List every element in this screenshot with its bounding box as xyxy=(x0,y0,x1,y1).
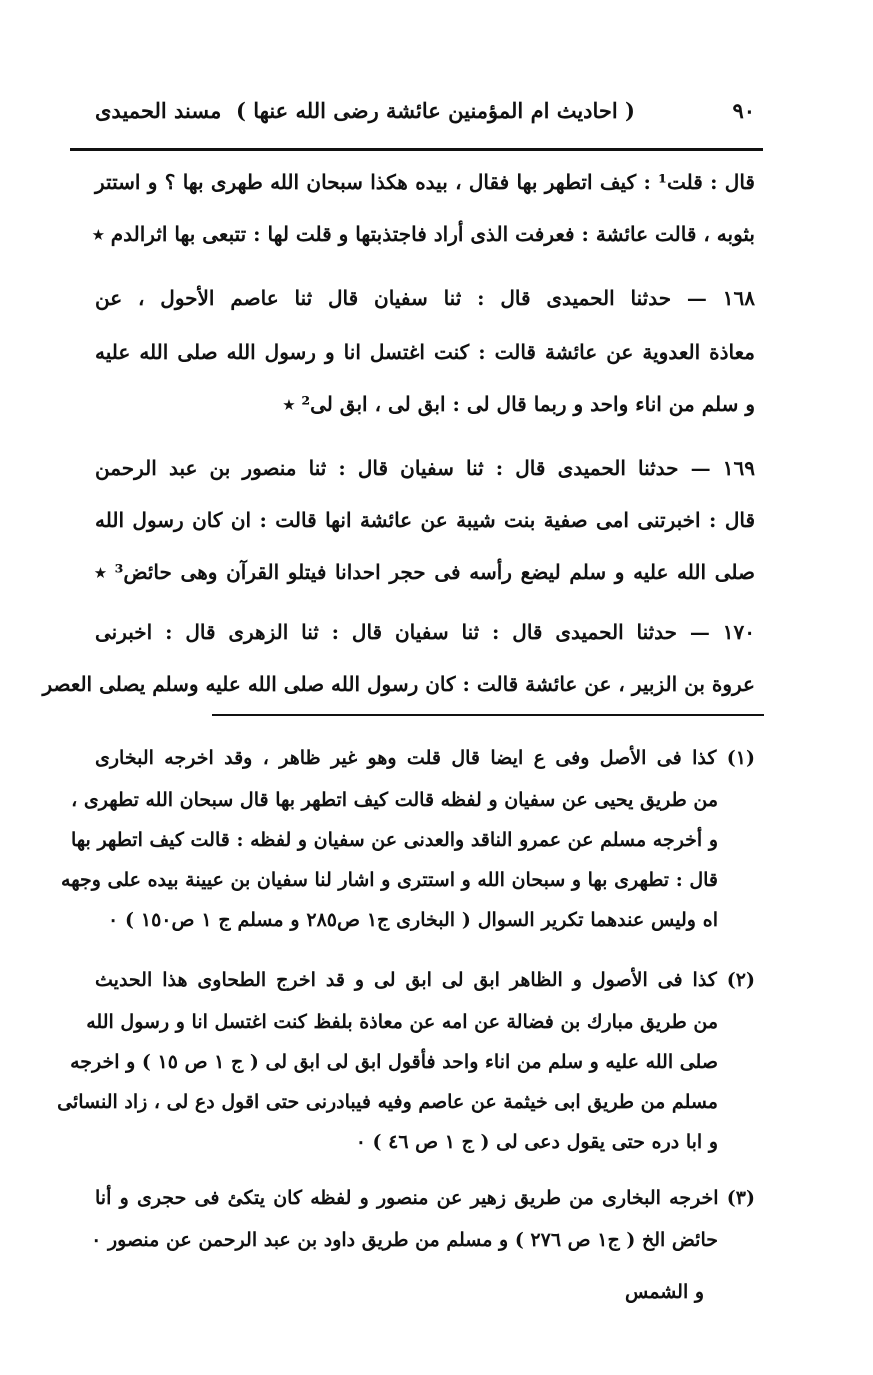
footnote-line: قال : تطهرى بها و سبحان الله و استترى و اشار لنا سفيان بن عيينة بيده على وجهه xyxy=(61,869,718,891)
footnote-3-line: (٣) اخرجه البخارى من طريق زهير عن منصور و لفظه كان يتكئ فى حجرى و أنا xyxy=(95,1187,755,1209)
body-line: عروة بن الزبير ، عن عائشة قالت : كان رسول الله صلى الله عليه وسلم يصلى العصر xyxy=(42,672,755,696)
footnote-2-line: (٢) كذا فى الأصول و الظاهر ابق لى ابق لى و قد اخرج الطحاوى هذا الحديث xyxy=(95,969,755,991)
footnote-line: و أخرجه مسلم عن عمرو الناقد والعدنى عن سفيان و لفظه : قالت كيف اتطهر بها xyxy=(71,829,718,851)
hadith-168-line: ١٦٨ — حدثنا الحميدى قال : ثنا سفيان قال ثنا عاصم الأحول ، عن xyxy=(95,286,755,310)
book-title: مسند الحميدى xyxy=(95,98,222,123)
hadith-170-line: ١٧٠ — حدثنا الحميدى قال : ثنا سفيان قال : ثنا الزهرى قال : اخبرنى xyxy=(95,620,755,644)
body-line: بثوبه ، قالت عائشة : فعرفت الذى أراد فاجتذبتها و قلت لها : تتبعى بها اثرالدم ٭ xyxy=(92,222,755,246)
hadith-169-line: ١٦٩ — حدثنا الحميدى قال : ثنا سفيان قال : ثنا منصور بن عبد الرحمن xyxy=(95,456,755,480)
body-line: قال : قلت¹ : كيف اتطهر بها فقال ، بيده هكذا سبحان الله طهرى بها ؟ و استتر xyxy=(95,170,755,194)
footnote-line: اه وليس عندهما تكرير السوال ( البخارى ج١ ص٢٨٥ و مسلم ج ١ ص١٥٠ ) ٠ xyxy=(108,909,718,931)
section-title: ( احاديث ام المؤمنين عائشة رضى الله عنها ) xyxy=(236,98,635,123)
body-line: صلى الله عليه و سلم ليضع رأسه فى حجر احدانا فيتلو القرآن وهى حائض³ ٭ xyxy=(95,560,755,584)
body-line: معاذة العدوية عن عائشة قالت : كنت اغتسل انا و رسول الله صلى الله عليه xyxy=(95,340,755,364)
body-line: قال : اخبرتنى امى صفية بنت شيبة عن عائشة انها قالت : ان كان رسول الله xyxy=(95,508,755,532)
footnote-line: صلى الله عليه و سلم من اناء واحد فأقول ابق لى ابق لى ( ج ١ ص ١٥ ) و اخرجه xyxy=(70,1051,718,1073)
footnote-line: من طريق يحيى عن سفيان و لفظه قالت كيف اتطهر بها قال سبحان الله تطهرى ، xyxy=(71,789,718,811)
footnote-line: حائض الخ ( ج١ ص ٢٧٦ ) و مسلم من طريق داود بن عبد الرحمن عن منصور ٠ xyxy=(91,1229,718,1251)
footnote-line: مسلم من طريق ابى خيثمة عن عاصم وفيه فيبادرنى حتى اقول دع لى ، زاد النسائى xyxy=(57,1091,718,1113)
header-rule xyxy=(70,148,763,151)
footnote-line: من طريق مبارك بن فضالة عن امه عن معاذة بلفظ كنت اغتسل انا و رسول الله xyxy=(86,1011,718,1033)
footnote-rule xyxy=(212,714,764,716)
footnote-line: و ابا دره حتى يقول دعى لى ( ج ١ ص ٤٦ ) ٠ xyxy=(355,1131,718,1153)
page-header xyxy=(95,98,755,138)
body-line: و سلم من اناء واحد و ربما قال لى : ابق لى ، ابق لى² ٭ xyxy=(283,392,755,416)
catchword: و الشمس xyxy=(625,1281,705,1303)
footnote-1-line: (١) كذا فى الأصل وفى ع ايضا قال قلت وهو غير ظاهر ، وقد اخرجه البخارى xyxy=(95,747,755,769)
page-number: ٩٠ xyxy=(732,98,755,123)
